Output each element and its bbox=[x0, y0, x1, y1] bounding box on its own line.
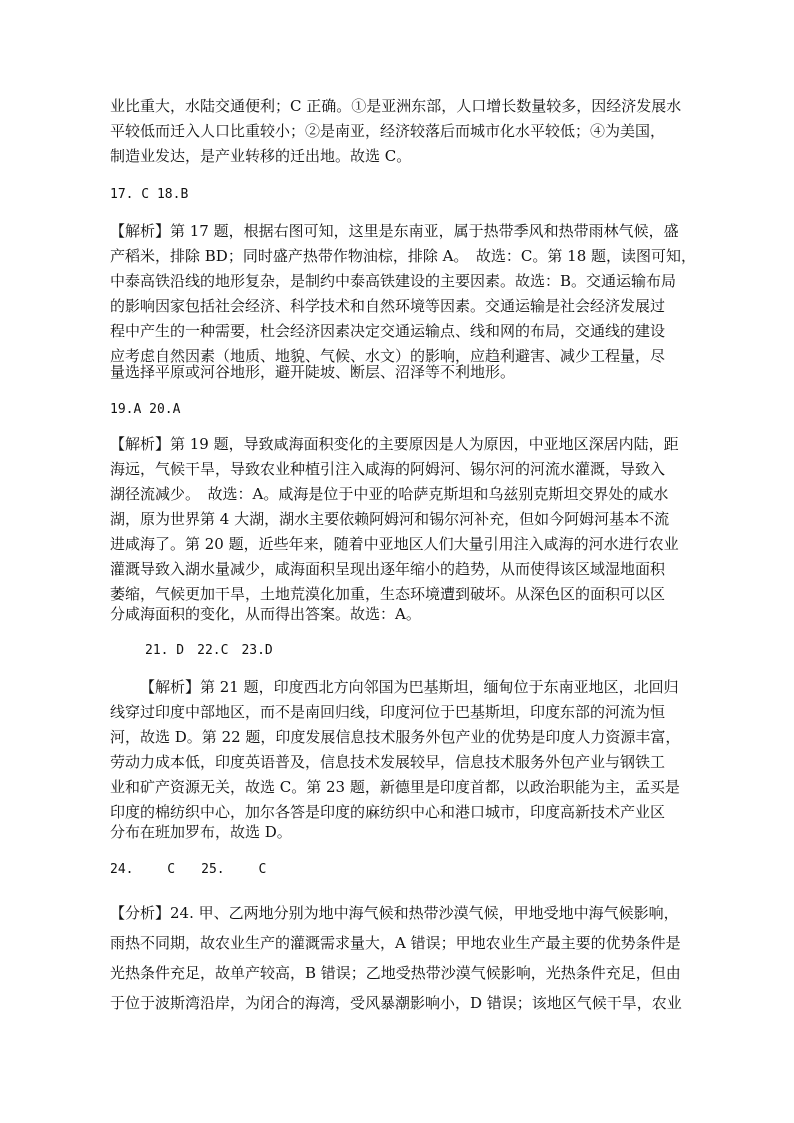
text-line: 雨热不同期，故农业生产的灌溉需求量大，A 错误；甲地农业生产最主要的优势条件是 bbox=[110, 934, 681, 952]
answer-17-18: 17. C 18.B bbox=[110, 187, 189, 202]
text-line: 【解析】第 17 题，根据右图可知，这里是东南亚，属于热带季风和热带雨林气候，盛 bbox=[110, 222, 679, 240]
text-line: 分布在班加罗布，故选 D。 bbox=[110, 823, 292, 841]
text-line: 湖径流减少。 故选：A。咸海是位于中亚的哈萨克斯坦和乌兹别克斯坦交界处的咸水 bbox=[110, 485, 669, 503]
text-line: 的影响因家包括社会经济、科学技术和自然环境等因素。交通运输是社会经济发展过 bbox=[110, 297, 666, 315]
text-line: 分咸海面积的变化，从而得出答案。故选：A。 bbox=[110, 605, 421, 623]
text-line: 产稻米，排除 BD；同时盛产热带作物油棕，排除 A。 故选：C。第 18 题，读图可知， bbox=[110, 247, 697, 265]
text-line: 平较低而迁入人口比重较小；②是南亚，经济较落后而城市化水平较低；④为美国， bbox=[110, 122, 666, 140]
text-line: 河，故选 D。第 22 题，印度发展信息技术服务外包产业的优势是印度人力资源丰富， bbox=[110, 728, 681, 746]
text-line: 【解析】第 19 题，导致咸海面积变化的主要原因是人为原因，中亚地区深居内陆，距 bbox=[110, 435, 679, 453]
text-line: 中泰高铁沿线的地形复杂，是制约中泰高铁建设的主要因素。故选：B。交通运输布局 bbox=[110, 272, 677, 290]
text-line: 业比重大，水陆交通便利；C 正确。①是亚洲东部，人口增长数量较多，因经济发展水 bbox=[110, 97, 682, 115]
text-line: 制造业发达，是产业转移的迁出地。故选 C。 bbox=[110, 147, 412, 165]
text-line: 海远，气候干旱，导致农业种植引注入咸海的阿姆河、锡尔河的河流水灌溉，导致入 bbox=[110, 460, 666, 478]
text-line: 印度的棉纺织中心，加尔各答是印度的麻纺织中心和港口城市，印度高新技术产业区 bbox=[110, 803, 666, 821]
text-line: 湖，原为世界第 4 大湖，湖水主要依赖阿姆河和锡尔河补充，但如今阿姆河基本不流 bbox=[110, 510, 670, 528]
text-line: 进咸海了。第 20 题，近些年来，随着中亚地区人们大量引用注入咸海的河水进行农业 bbox=[110, 535, 679, 553]
text-line: 于位于波斯湾沿岸，为闭合的海湾，受风暴潮影响小，D 错误；该地区气候干旱，农业 bbox=[110, 994, 682, 1012]
answer-24-25: 24. C 25. C bbox=[110, 862, 267, 877]
answer-19-20: 19.A 20.A bbox=[110, 402, 181, 417]
text-line: 【分析】24. 甲、乙两地分别为地中海气候和热带沙漠气候，甲地受地中海气候影响， bbox=[110, 904, 679, 922]
text-line: 线穿过印度中部地区，而不是南回归线，印度河位于巴基斯坦，印度东部的河流为恒 bbox=[110, 703, 666, 721]
text-line: 灌溉导致入湖水量减少，咸海面积呈现出逐年缩小的趋势，从而使得该区域湿地面积 bbox=[110, 560, 666, 578]
text-line: 光热条件充足，故单产较高，B 错误；乙地受热带沙漠气候影响，光热条件充足，但由 bbox=[110, 964, 681, 982]
text-line: 萎缩，气候更加干旱，土地荒漠化加重，生态环境遭到破坏。从深色区的面积可以区 bbox=[110, 585, 666, 603]
answer-21-23: 21. D 22.C 23.D bbox=[145, 643, 273, 658]
text-line: 劳动力成本低，印度英语普及，信息技术发展较早，信息技术服务外包产业与钢铁工 bbox=[110, 753, 666, 771]
text-line: 【解析】第 21 题，印度西北方向邻国为巴基斯坦，缅甸位于东南亚地区，北回归 bbox=[140, 678, 679, 696]
text-line: 业和矿产资源无关，故选 C。第 23 题，新德里是印度首都，以政治职能为主，孟买是 bbox=[110, 778, 680, 796]
text-line: 量选择平原或河谷地形，避开陡坡、断层、沼泽等不利地形。 bbox=[110, 363, 516, 381]
text-line: 应考虑自然因素（地质、地貌、气候、水文）的影响，应趋利避害、减少工程量，尽 bbox=[110, 347, 666, 365]
text-line: 程中产生的一种需要，杜会经济因素决定交通运输点、线和网的布局，交通线的建设 bbox=[110, 322, 666, 340]
